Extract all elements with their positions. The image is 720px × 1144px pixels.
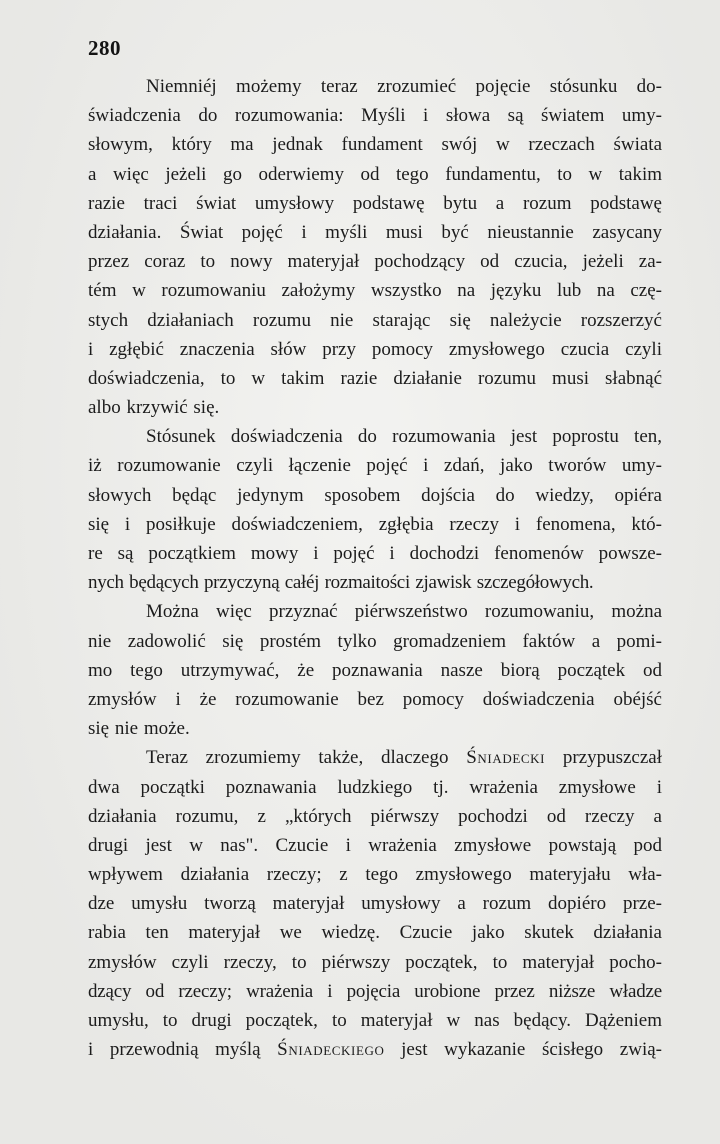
text-line: działania rozumu, z „których piérwszy pochodzi od rzeczy a — [88, 805, 662, 827]
text-line: stych działaniach rozumu nie starając się należycie rozszerzyć — [88, 309, 662, 331]
author-name: Śniadeckiego — [277, 1039, 385, 1061]
text-fragment: przypuszczał — [545, 747, 662, 769]
text-line: nych będących przyczyną całéj rozmaitości zjawisk szczegółowych. — [88, 572, 594, 594]
text-line: umysłu, to drugi początek, to materyjał w nas będący. Dążeniem — [88, 1010, 662, 1031]
text-line: dwa początki poznawania ludzkiego tj. wrażenia zmysłowe i — [88, 776, 662, 798]
text-line: re są początkiem mowy i pojęć i dochodzi fenomenów powsze- — [88, 543, 662, 564]
text-line: i zgłębić znaczenia słów przy pomocy zmysłowego czucia czyli — [88, 338, 662, 360]
text-line — [88, 1035, 662, 1064]
text-line: Niemniéj możemy teraz zrozumieć pojęcie stósunku do- — [146, 76, 662, 97]
text-fragment: i przewodnią myślą — [88, 1039, 278, 1061]
text-line: przez coraz to nowy materyjał pochodzący od czucia, jeżeli za- — [88, 251, 662, 273]
text-line: zmysłów czyli rzeczy, to piérwszy początek, to materyjał pocho- — [88, 951, 662, 973]
text-line — [88, 743, 662, 772]
text-line: działania. Świat pojęć i myśli musi być nieustannie zasycany — [88, 221, 662, 243]
text-line: drugi jest w nas". Czucie i wrażenia zmysłowe powstają pod — [88, 834, 662, 856]
text-line: się nie może. — [88, 718, 190, 740]
text-line: słowych będąc jedynym sposobem dojścia do wiedzy, opiéra — [88, 484, 662, 506]
text-line: Można więc przyznać piérwszeństwo rozumowaniu, można — [146, 601, 662, 623]
body-text — [88, 72, 662, 1064]
text-line: się i posiłkuje doświadczeniem, zgłębia rzeczy i fenomena, któ- — [88, 513, 662, 535]
text-line: mo tego utrzymywać, że poznawania nasze biorą początek od — [88, 659, 662, 681]
text-fragment: Teraz zrozumiemy także, dlaczego — [146, 747, 467, 769]
text-line: doświadczenia, to w takim razie działanie rozumu musi słabnąć — [88, 367, 662, 389]
text-line: świadczenia do rozumowania: Myśli i słowa są światem umy- — [88, 105, 662, 127]
text-line: a więc jeżeli go oderwiemy od tego fundamentu, to w takim — [88, 163, 662, 185]
text-line: iż rozumowanie czyli łączenie pojęć i zdań, jako tworów umy- — [88, 455, 662, 477]
text-line: zmysłów i że rozumowanie bez pomocy doświadczenia obéjść — [88, 688, 662, 710]
page-number: 280 — [88, 36, 121, 60]
text-line: razie traci świat umysłowy podstawę bytu a rozum podstawę — [88, 192, 662, 214]
text-line: nie zadowolić się prostém tylko gromadzeniem faktów a pomi- — [88, 630, 662, 652]
text-line: dze umysłu tworzą materyjał umysłowy a rozum dopiéro prze- — [88, 893, 662, 915]
text-line: dzący od rzeczy; wrażenia i pojęcia urobione przez niższe władze — [88, 980, 662, 1002]
text-line: albo krzywić się. — [88, 397, 220, 419]
author-name: Śniadecki — [466, 747, 546, 769]
text-fragment: jest wykazanie ścisłego zwią- — [384, 1039, 662, 1061]
text-line: Stósunek doświadczenia do rozumowania jest poprostu ten, — [146, 426, 662, 448]
text-line: wpływem działania rzeczy; z tego zmysłowego materyjału wła- — [88, 864, 662, 886]
text-line: tém w rozumowaniu założymy wszystko na języku lub na czę- — [88, 280, 662, 302]
text-line: rabia ten materyjał we wiedzę. Czucie jako skutek działania — [88, 922, 662, 944]
text-line: słowym, który ma jednak fundament swój w rzeczach świata — [88, 134, 662, 156]
